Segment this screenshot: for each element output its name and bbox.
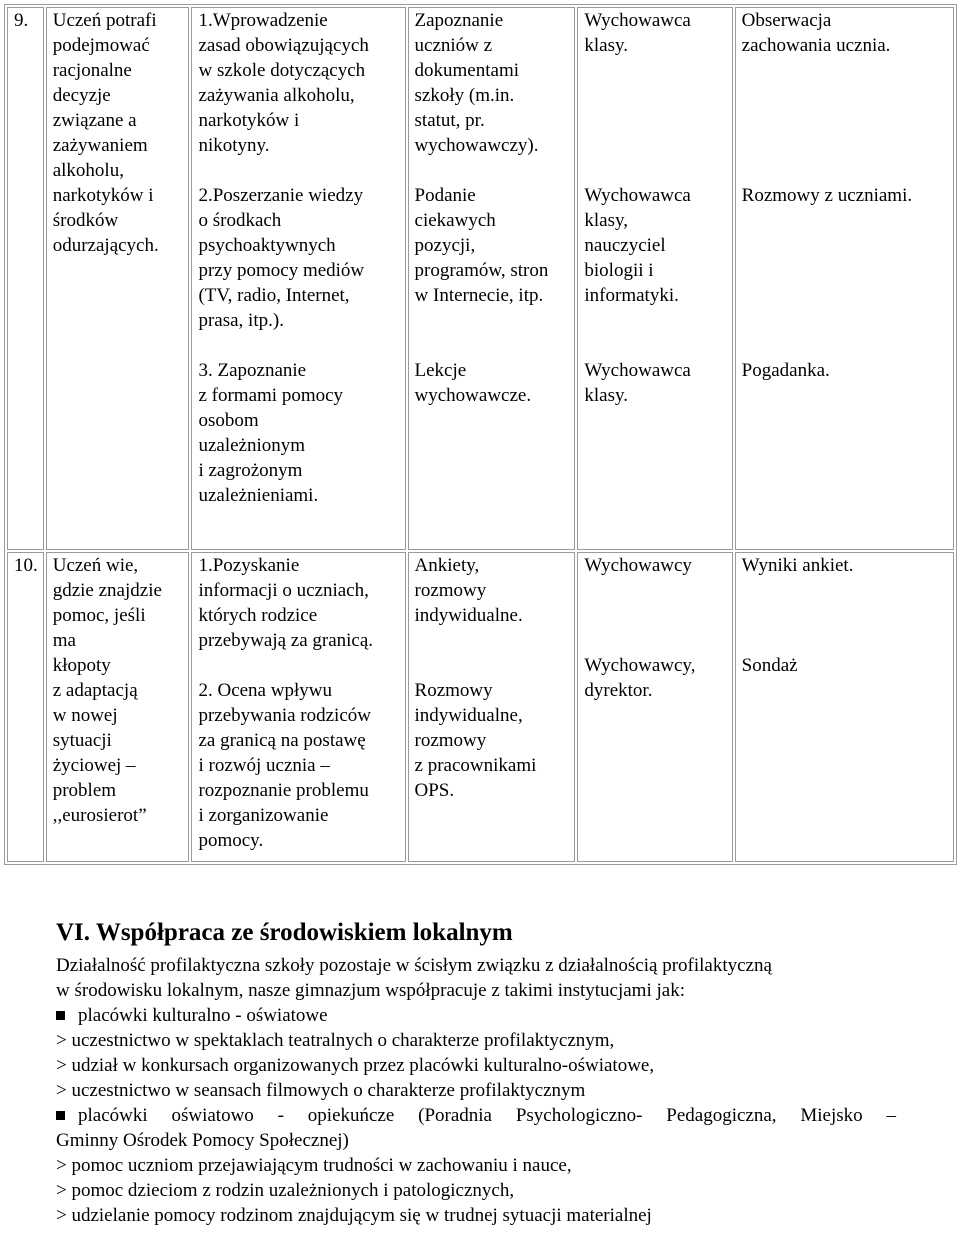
cooperation-section [56, 918, 896, 1228]
evaluation-item: Rozmowy z uczniami. [741, 185, 913, 206]
bullet-item [56, 1103, 896, 1128]
evaluation-cell [735, 552, 954, 862]
bullet-text: placówki kulturalno - oświatowe [78, 1005, 328, 1026]
responsible-item: Wychowawca klasy. [584, 10, 691, 56]
square-bullet-icon [56, 1111, 65, 1120]
evaluation-item: Pogadanka. [741, 360, 830, 381]
sub-item: > udział w konkursach organizowanych przez placówki kulturalno-oświatowe, [56, 1055, 655, 1076]
tasks-cell [191, 552, 405, 862]
row-number-text: 10. [14, 555, 38, 576]
sub-item: > udzielanie pomocy rodzinom znajdującym się w trudnej sytuacji materialnej [56, 1205, 652, 1226]
row-number [7, 552, 44, 862]
responsible-item: Wychowawca klasy. [584, 360, 691, 406]
goal-text: Uczeń wie, gdzie znajdzie pomoc, jeśli ma kłopoty z adaptacją w nowej sytuacji życiowej – problem ,,eurosierot” [52, 555, 162, 826]
forms-cell [408, 552, 576, 862]
goal-cell [46, 7, 190, 550]
evaluation-item: Wyniki ankiet. [741, 555, 854, 576]
task-item: 1.Pozyskanie informacji o uczniach, których rodzice przebywają za granicą. [198, 555, 374, 651]
task-item: 2. Ocena wpływu przebywania rodziców za granicą na postawę i rozwój ucznia – rozpoznanie problemu i zorganizowanie pomocy. [198, 680, 371, 851]
task-item: 2.Poszerzanie wiedzy o środkach psychoaktywnych przy pomocy mediów (TV, radio, Internet, prasa, itp.). [198, 185, 365, 331]
evaluation-cell [735, 7, 954, 550]
intro-line: Działalność profilaktyczna szkoły pozostaje w ścisłym związku z działalnością profilaktyczną [56, 955, 772, 976]
sub-item: > pomoc dzieciom z rodzin uzależnionych i patologicznych, [56, 1180, 515, 1201]
evaluation-item: Sondaż [741, 655, 798, 676]
section-heading: VI. Współpraca ze środowiskiem lokalnym [56, 919, 513, 946]
form-item: Lekcje wychowawcze. [414, 360, 532, 406]
form-item: Ankiety, rozmowy indywidualne. [414, 555, 523, 626]
table-row [7, 7, 954, 550]
form-item: Rozmowy indywidualne, rozmowy z pracownikami OPS. [414, 680, 537, 801]
tasks-cell [191, 7, 405, 550]
sub-item: > uczestnictwo w spektaklach teatralnych o charakterze profilaktycznym, [56, 1030, 615, 1051]
goal-cell [46, 552, 190, 862]
program-table [4, 4, 957, 865]
responsible-item: Wychowawca klasy, nauczyciel biologii i informatyki. [584, 185, 691, 306]
responsible-cell [577, 552, 732, 862]
row-number [7, 7, 44, 550]
table-row [7, 552, 954, 862]
bullet-text: placówki oświatowo - opiekuńcze (Poradnia Psychologiczno- Pedagogiczna, Miejsko – [78, 1105, 896, 1126]
bullet-item [56, 1003, 896, 1028]
row-number-text: 9. [14, 10, 29, 31]
form-item: Podanie ciekawych pozycji, programów, stron w Internecie, itp. [414, 185, 549, 306]
sub-item: > uczestnictwo w seansach filmowych o charakterze profilaktycznym [56, 1080, 586, 1101]
sub-item: > pomoc uczniom przejawiającym trudności w zachowaniu i nauce, [56, 1155, 572, 1176]
bullet-continuation: Gminny Ośrodek Pomocy Społecznej) [56, 1130, 349, 1151]
forms-cell [408, 7, 576, 550]
form-item: Zapoznanie uczniów z dokumentami szkoły (m.in. statut, pr. wychowawczy). [414, 10, 539, 156]
responsible-item: Wychowawcy, dyrektor. [584, 655, 696, 701]
square-bullet-icon [56, 1011, 65, 1020]
goal-text: Uczeń potrafi podejmować racjonalne decyzje związane a zażywaniem alkoholu, narkotyków i środków odurzających. [52, 10, 159, 256]
intro-line: w środowisku lokalnym, nasze gimnazjum współpracuje z takimi instytucjami jak: [56, 980, 685, 1001]
task-item: 1.Wprowadzenie zasad obowiązujących w szkole dotyczących zażywania alkoholu, narkotyków i nikotyny. [198, 10, 369, 156]
responsible-cell [577, 7, 732, 550]
evaluation-item: Obserwacja zachowania ucznia. [741, 10, 891, 56]
task-item: 3. Zapoznanie z formami pomocy osobom uzależnionym i zagrożonym uzależnieniami. [198, 360, 344, 506]
responsible-item: Wychowawcy [584, 555, 692, 576]
